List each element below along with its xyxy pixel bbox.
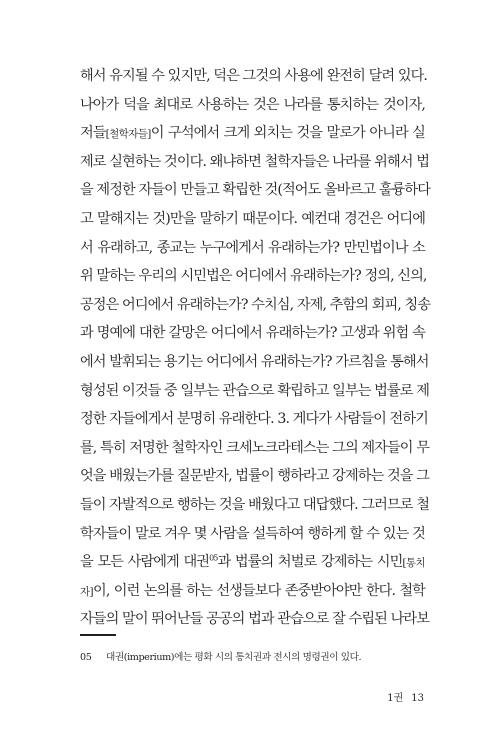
text-segment: 과 법률의 처벌로 강제하는 시민 [217,554,403,571]
text-line: 정한 자들에게서 분명히 유래한다. 3. 게다가 사람들이 전하기 [80,411,428,428]
bracketed-gloss: 자] [80,585,94,598]
text-line: 자들의 말이 뛰어난들 공공의 법과 관습으로 잘 수립된 나라보 [80,611,430,628]
text-line: 나아가 덕을 최대로 사용하는 것은 나라를 통치하는 것이자, [80,96,425,113]
footnote [80,649,361,663]
text-line: 공정은 어디에서 유래하는가? 수치심, 자제, 추함의 회피, 칭송 [80,296,431,313]
text-line: 해서 유지될 수 있지만, 덕은 그것의 사용에 완전히 달려 있다. [80,68,428,84]
text-line: 고 말해지는 것)만을 말하기 때문이다. 예컨대 경건은 어디에 [80,210,425,227]
text-segment: 이 구석에서 크게 외치는 것을 말로가 아니라 실 [150,125,425,142]
footnote-marker: 05 [209,553,218,563]
body-text [80,62,431,634]
footnote-text: 대권(imperium)에는 평화 시의 통치권과 전시의 명령권이 있다. [106,652,362,663]
text-line [80,577,425,606]
text-segment: 저들 [80,125,106,142]
text-line: 과 명예에 대한 갈망은 어디에서 유래하는가? 고생과 위험 속 [80,325,425,342]
text-line: 위 말하는 우리의 시민법은 어디에서 유래하는가? 정의, 신의, [80,268,427,285]
bracketed-gloss: [철학자들] [105,128,151,141]
text-line: 에서 발휘되는 용기는 어디에서 유래하는가? 가르침을 통해서 [80,353,429,370]
volume-label: 1권 [387,693,404,704]
text-line [80,119,425,148]
footnote-number: 05 [80,652,92,663]
page-number: 13 [411,693,424,704]
text-line [80,548,425,577]
text-line: 엇을 배웠는가를 질문받자, 법률이 행하라고 강제하는 것을 그 [80,468,430,485]
text-line: 제로 실현하는 것이다. 왜냐하면 철학자들은 나라를 위해서 법 [80,153,430,170]
text-line: 을 제정한 자들이 만들고 확립한 것(적어도 올바르고 훌륭하다 [80,182,431,199]
page-footer [387,689,424,704]
text-line: 를, 특히 저명한 철학자인 크세노크라테스는 그의 제자들이 무 [80,439,430,456]
text-line: 학자들이 말로 겨우 몇 사람을 설득하여 행하게 할 수 있는 것 [80,525,425,542]
text-segment: 이, 이런 논의를 하는 선생들보다 존중받아야만 한다. 철학 [93,582,425,599]
text-line: 들이 자발적으로 행하는 것을 배웠다고 대답했다. 그러므로 철 [80,496,430,513]
text-line: 서 유래하고, 종교는 누구에게서 유래하는가? 만민법이나 소 [80,239,425,256]
bracketed-gloss: [통치 [402,557,425,570]
text-segment: 을 모든 사람에게 대권 [80,554,210,571]
footnote-divider [80,634,116,636]
text-line: 형성된 이것들 중 일부는 관습으로 확립하고 일부는 법률로 제 [80,382,430,399]
